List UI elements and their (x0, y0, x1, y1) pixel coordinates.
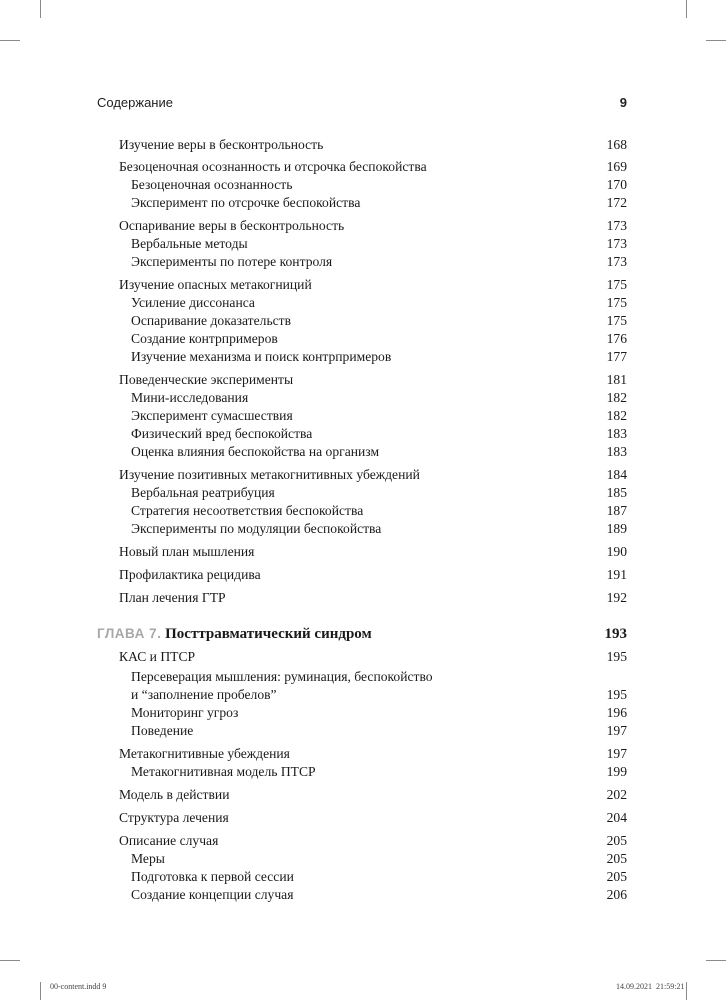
toc-entry-title: и “заполнение пробелов” (131, 687, 277, 702)
toc-entry (0, 443, 726, 461)
toc-entry (0, 686, 726, 704)
toc-entry (0, 217, 726, 235)
toc-entry-title: Изучение позитивных метакогнитивных убеждений (119, 467, 420, 482)
toc-entry-page: 205 (606, 869, 627, 884)
toc-entry (0, 648, 726, 666)
toc-entry (0, 176, 726, 194)
toc-entry-page: 191 (606, 567, 627, 582)
crop-mark (686, 0, 687, 18)
toc-entry-title: Персеверация мышления: руминация, беспокойство (131, 669, 433, 684)
toc-entry-page: 173 (606, 254, 627, 269)
toc-entry-title: Эксперименты по потере контроля (131, 254, 333, 269)
toc-entry-page: 182 (606, 390, 627, 405)
toc-entry-title: Изучение веры в бесконтрольность (119, 137, 324, 152)
toc-entry-title: Создание концепции случая (131, 887, 294, 902)
toc-entry (0, 502, 726, 520)
chapter-heading (0, 625, 726, 643)
toc-entry-title: Мониторинг угроз (131, 705, 239, 720)
crop-mark (706, 960, 726, 961)
toc-entry-title: Эксперимент по отсрочке беспокойства (131, 195, 361, 210)
running-header (97, 95, 627, 113)
toc-entry (0, 389, 726, 407)
toc-entry (0, 886, 726, 904)
toc-entry (0, 850, 726, 868)
toc-entry (0, 832, 726, 850)
toc-entry-page: 182 (606, 408, 627, 423)
toc-entry (0, 348, 726, 366)
toc-entry (0, 466, 726, 484)
toc-entry (0, 194, 726, 212)
toc-entry-page: 204 (606, 810, 627, 825)
toc-entry (0, 253, 726, 271)
toc-entry (0, 371, 726, 389)
toc-entry-page: 175 (606, 295, 627, 310)
toc-entry-title: Поведение (131, 723, 194, 738)
toc-entry-title: Описание случая (119, 833, 219, 848)
toc-entry-title: Усиление диссонанса (131, 295, 255, 310)
toc-entry-page: 175 (606, 277, 627, 292)
toc-entry-title: Профилактика рецидива (119, 567, 261, 582)
toc-entry (0, 868, 726, 886)
toc-entry-page: 192 (606, 590, 627, 605)
toc-entry-page: 196 (606, 705, 627, 720)
toc-entry-page: 181 (606, 372, 627, 387)
crop-mark (686, 982, 687, 1000)
toc-entry (0, 425, 726, 443)
toc-entry-page: 202 (606, 787, 627, 802)
page-number: 9 (619, 95, 627, 110)
toc-entry (0, 407, 726, 425)
toc-entry (0, 786, 726, 804)
toc-entry-page: 197 (606, 746, 627, 761)
toc-entry-page: 189 (606, 521, 627, 536)
toc-entry-title: Стратегия несоответствия беспокойства (131, 503, 364, 518)
toc-entry (0, 312, 726, 330)
toc-entry-title: Изучение опасных метакогниций (119, 277, 312, 292)
toc-entry (0, 520, 726, 538)
chapter-label: ГЛАВА 7. (97, 626, 162, 641)
toc-entry (0, 276, 726, 294)
toc-entry-page: 170 (606, 177, 627, 192)
toc-entry-title: Оценка влияния беспокойства на организм (131, 444, 380, 459)
toc-entry-page: 185 (606, 485, 627, 500)
crop-mark (40, 0, 41, 18)
toc-entry-page: 197 (606, 723, 627, 738)
running-header-title: Содержание (97, 95, 173, 110)
slug-time: 21:59:21 (656, 982, 685, 991)
toc-entry-page: 195 (606, 687, 627, 702)
toc-entry-title: План лечения ГТР (119, 590, 226, 605)
toc-entry-page: 187 (606, 503, 627, 518)
toc-entry-title (97, 625, 372, 643)
toc-entry (0, 235, 726, 253)
toc-entry-title: Мини-исследования (131, 390, 249, 405)
toc-entry-title: Эксперименты по модуляции беспокойства (131, 521, 382, 536)
toc-entry (0, 158, 726, 176)
toc-entry-page: 169 (606, 159, 627, 174)
toc-entry-title: КАС и ПТСР (119, 649, 196, 664)
toc-entry (0, 484, 726, 502)
toc-entry (0, 763, 726, 781)
toc-entry-title: Создание контрпримеров (131, 331, 278, 346)
crop-mark (0, 960, 20, 961)
toc-entry-title: Изучение механизма и поиск контрпримеров (131, 349, 392, 364)
toc-entry (0, 294, 726, 312)
toc-entry-page: 176 (606, 331, 627, 346)
toc-entry (0, 704, 726, 722)
toc-entry-title: Структура лечения (119, 810, 229, 825)
toc-entry-page: 190 (606, 544, 627, 559)
toc-entry-title: Вербальная реатрибуция (131, 485, 275, 500)
toc-entry-title: Вербальные методы (131, 236, 248, 251)
toc-entry-page: 195 (606, 649, 627, 664)
crop-mark (0, 40, 20, 41)
toc-entry-title: Физический вред беспокойства (131, 426, 313, 441)
toc-entry-page: 173 (606, 218, 627, 233)
toc-entry (0, 566, 726, 584)
toc-entry-page: 206 (606, 887, 627, 902)
toc-entry-title: Оспаривание веры в бесконтрольность (119, 218, 345, 233)
slug-file: 00-content.indd 9 (50, 982, 107, 991)
toc-entry-title: Оспаривание доказательств (131, 313, 292, 328)
toc-entry-title: Метакогнитивная модель ПТСР (131, 764, 316, 779)
toc-entry-page: 175 (606, 313, 627, 328)
toc-entry-page: 199 (606, 764, 627, 779)
toc-entry-page: 205 (606, 833, 627, 848)
toc-entry-page: 184 (606, 467, 627, 482)
toc-entry-title: Новый план мышления (119, 544, 255, 559)
toc-entry-title: Эксперимент сумасшествия (131, 408, 293, 423)
toc-entry (0, 722, 726, 740)
toc-entry-title: Модель в действии (119, 787, 230, 802)
toc-entry-title: Подготовка к первой сессии (131, 869, 294, 884)
toc-entry (0, 330, 726, 348)
toc-entry-page: 177 (606, 349, 627, 364)
crop-mark (706, 40, 726, 41)
toc-entry-page: 183 (606, 426, 627, 441)
toc-entry (0, 589, 726, 607)
toc-entry (0, 543, 726, 561)
toc-entry-title: Поведенческие эксперименты (119, 372, 294, 387)
toc-entry-page: 168 (606, 137, 627, 152)
toc-entry-title: Меры (131, 851, 165, 866)
toc-entry-title: Безоценочная осознанность и отсрочка беспокойства (119, 159, 427, 174)
toc-entry-page: 205 (606, 851, 627, 866)
toc-entry-title: Безоценочная осознанность (131, 177, 293, 192)
toc-entry-page: 173 (606, 236, 627, 251)
chapter-title: Посттравматический синдром (165, 626, 372, 642)
toc-entry (0, 809, 726, 827)
crop-mark (40, 982, 41, 1000)
slug-date: 14.09.2021 (616, 982, 652, 991)
toc-entry-page: 172 (606, 195, 627, 210)
toc-entry-title: Метакогнитивные убеждения (119, 746, 290, 761)
toc-entry-page: 183 (606, 444, 627, 459)
toc-entry (0, 136, 726, 154)
toc-entry-page: 193 (604, 626, 627, 642)
toc-entry (0, 745, 726, 763)
toc-entry (0, 668, 726, 686)
